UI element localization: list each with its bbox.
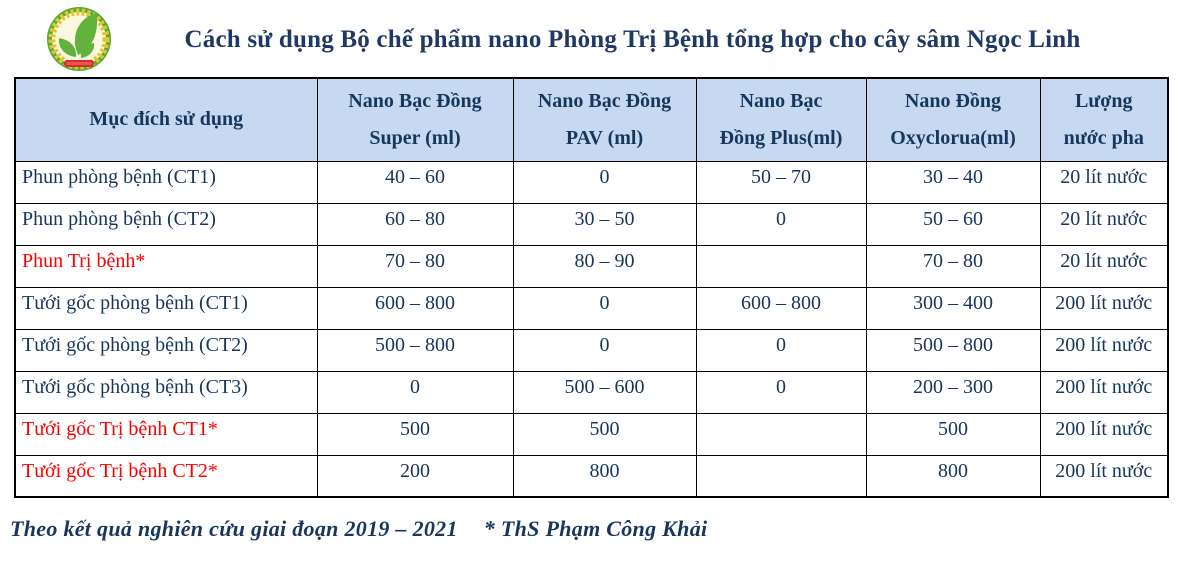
- value-cell: [696, 455, 866, 497]
- table-row: [15, 371, 1168, 413]
- value-cell: 300 – 400: [866, 287, 1040, 329]
- footnote: [10, 516, 1170, 542]
- table-row: [15, 161, 1168, 203]
- value-cell: 200 – 300: [866, 371, 1040, 413]
- value-cell: 200 lít nước: [1040, 413, 1168, 455]
- purpose-cell: Tưới gốc phòng bệnh (CT1): [15, 287, 317, 329]
- column-header-line: Oxyclorua(ml): [890, 126, 1016, 149]
- value-cell: 80 – 90: [513, 245, 696, 287]
- value-cell: 600 – 800: [317, 287, 513, 329]
- value-cell: 0: [696, 203, 866, 245]
- value-cell: 500 – 800: [317, 329, 513, 371]
- value-cell: 500: [513, 413, 696, 455]
- value-cell: 60 – 80: [317, 203, 513, 245]
- value-cell: [696, 245, 866, 287]
- value-cell: 30 – 40: [866, 161, 1040, 203]
- value-cell: 200: [317, 455, 513, 497]
- value-cell: 30 – 50: [513, 203, 696, 245]
- table-body: [15, 161, 1168, 497]
- value-cell: 200 lít nước: [1040, 287, 1168, 329]
- table-row: [15, 287, 1168, 329]
- value-cell: 20 lít nước: [1040, 245, 1168, 287]
- value-cell: 500: [317, 413, 513, 455]
- value-cell: 70 – 80: [317, 245, 513, 287]
- column-header-line: PAV (ml): [565, 126, 644, 149]
- purpose-cell: Tưới gốc Trị bệnh CT2*: [15, 455, 317, 497]
- masthead: [0, 0, 1181, 77]
- footnote-author-credit: * ThS Phạm Công Khải: [483, 516, 708, 541]
- value-cell: 200 lít nước: [1040, 371, 1168, 413]
- value-cell: 200 lít nước: [1040, 329, 1168, 371]
- page-title: Cách sử dụng Bộ chế phẩm nano Phòng Trị Bệnh tổng hợp cho cây sâm Ngọc Linh: [184, 25, 1081, 53]
- leaf-emblem-logo: [44, 5, 114, 75]
- value-cell: 70 – 80: [866, 245, 1040, 287]
- column-header-line: Mục đích sử dụng: [89, 108, 244, 131]
- value-cell: 200 lít nước: [1040, 455, 1168, 497]
- column-header-5: [1040, 78, 1168, 161]
- column-header-4: [866, 78, 1040, 161]
- column-header-1: [317, 78, 513, 161]
- column-header-3: [696, 78, 866, 161]
- leaf-logo-icon: [44, 5, 114, 75]
- column-header-line: Nano Đồng: [904, 89, 1002, 112]
- value-cell: 20 lít nước: [1040, 203, 1168, 245]
- table-row: [15, 203, 1168, 245]
- value-cell: 800: [513, 455, 696, 497]
- value-cell: 800: [866, 455, 1040, 497]
- table-row: [15, 413, 1168, 455]
- column-header-line: Nano Bạc Đồng: [537, 89, 672, 112]
- purpose-cell: Tưới gốc phòng bệnh (CT2): [15, 329, 317, 371]
- value-cell: 500: [866, 413, 1040, 455]
- table-row: [15, 329, 1168, 371]
- table-row: [15, 455, 1168, 497]
- purpose-cell: Phun phòng bệnh (CT2): [15, 203, 317, 245]
- footnote-study-period: Theo kết quả nghiên cứu giai đoạn 2019 – 2021: [10, 516, 458, 541]
- value-cell: [696, 413, 866, 455]
- value-cell: 0: [513, 329, 696, 371]
- table-header: [15, 78, 1168, 161]
- purpose-cell: Tưới gốc Trị bệnh CT1*: [15, 413, 317, 455]
- column-header-0: [15, 78, 317, 161]
- purpose-cell: Tưới gốc phòng bệnh (CT3): [15, 371, 317, 413]
- table-header-row: [15, 78, 1168, 161]
- column-header-line: Super (ml): [369, 126, 461, 149]
- column-header-line: Nano Bạc Đồng: [348, 89, 482, 112]
- purpose-cell: Phun phòng bệnh (CT1): [15, 161, 317, 203]
- value-cell: 40 – 60: [317, 161, 513, 203]
- value-cell: 600 – 800: [696, 287, 866, 329]
- value-cell: 50 – 70: [696, 161, 866, 203]
- value-cell: 20 lít nước: [1040, 161, 1168, 203]
- column-header-line: Nano Bạc: [739, 89, 823, 112]
- column-header-line: nước pha: [1063, 126, 1144, 149]
- purpose-cell: Phun Trị bệnh*: [15, 245, 317, 287]
- value-cell: 0: [696, 371, 866, 413]
- column-header-2: [513, 78, 696, 161]
- value-cell: 50 – 60: [866, 203, 1040, 245]
- value-cell: 0: [513, 161, 696, 203]
- value-cell: 0: [317, 371, 513, 413]
- value-cell: 500 – 800: [866, 329, 1040, 371]
- table-row: [15, 245, 1168, 287]
- column-header-line: Lượng: [1074, 89, 1133, 112]
- value-cell: 0: [696, 329, 866, 371]
- column-header-line: Đồng Plus(ml): [719, 126, 843, 149]
- dosage-table: [14, 77, 1169, 498]
- value-cell: 0: [513, 287, 696, 329]
- value-cell: 500 – 600: [513, 371, 696, 413]
